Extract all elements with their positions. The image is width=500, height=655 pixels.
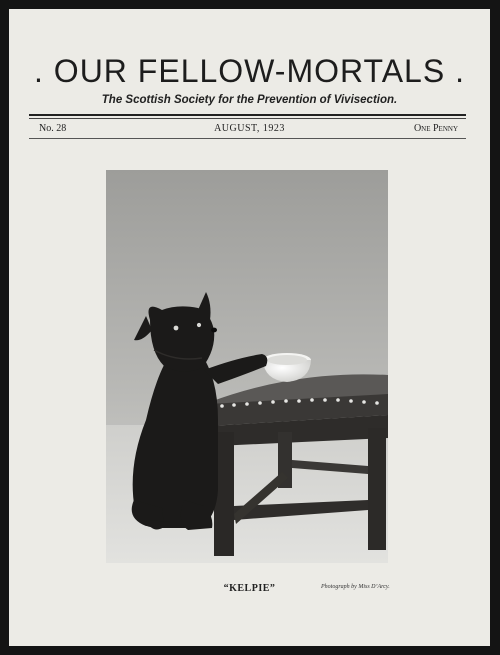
issue-date: AUGUST, 1923	[214, 123, 285, 134]
header-rule-bottom	[29, 138, 466, 139]
masthead-subtitle: The Scottish Society for the Prevention of Vivisection.	[101, 94, 398, 106]
issue-number: No. 28	[39, 123, 67, 134]
photo-credit: Photograph by Miss D’Arcy.	[321, 584, 390, 590]
issue-price: One Penny	[413, 123, 458, 134]
photo-caption: “KELPIE”	[223, 583, 276, 594]
header-rule-thin	[29, 118, 466, 119]
masthead-title: . OUR FELLOW-MORTALS .	[34, 53, 465, 89]
header-rule-thick	[29, 114, 466, 116]
magazine-cover	[9, 9, 490, 646]
dog-photograph	[106, 170, 388, 563]
stool-leg-front-right	[368, 428, 386, 550]
